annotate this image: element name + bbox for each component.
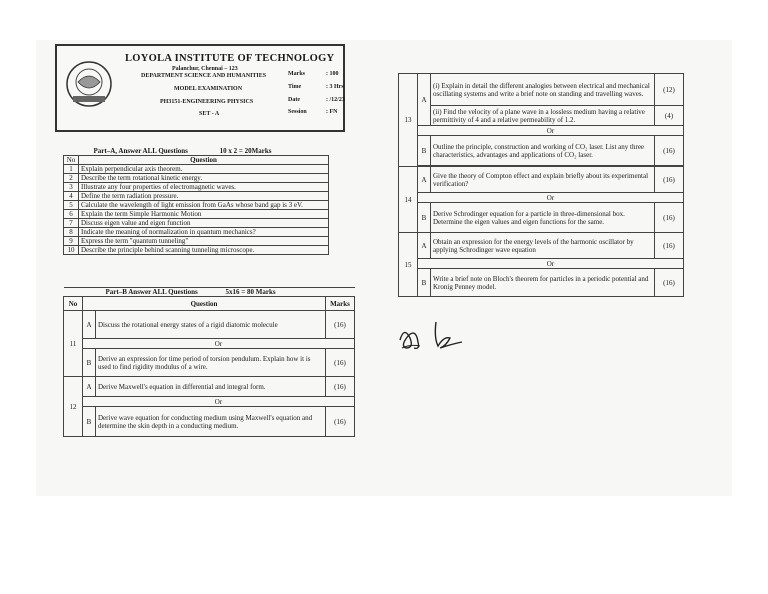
question-marks: (16)	[655, 203, 684, 233]
table-row	[64, 192, 329, 201]
question-number: 4	[64, 192, 79, 201]
question-number: 11	[64, 311, 83, 377]
institute-name: LOYOLA INSTITUTE OF TECHNOLOGY	[125, 53, 335, 64]
option-label: B	[418, 203, 431, 233]
institute-address: Palanchur, Chennai – 123	[172, 66, 238, 72]
question-number: 2	[64, 174, 79, 183]
question-number: 13	[399, 74, 418, 167]
exam-name: MODEL EXAMINATION	[174, 86, 243, 92]
option-label: A	[83, 377, 96, 397]
or-divider: Or	[418, 126, 684, 136]
question-text: Explain perpendicular axis theorem.	[79, 165, 329, 174]
question-text: Explain the term Simple Harmonic Motion	[79, 210, 329, 219]
subject-name: PH3151-ENGINEERING PHYSICS	[160, 99, 254, 105]
question-text: Describe the term rotational kinetic energy.	[79, 174, 329, 183]
question-marks: (16)	[326, 377, 355, 397]
option-label: B	[418, 269, 431, 297]
or-divider: Or	[83, 397, 355, 407]
question-text: (i) Explain in detail the different analogies between electrical and mechanical oscillating systems and write a brief note on standing and travelling waves.	[431, 74, 655, 106]
question-text: Calculate the wavelength of light emission from GaAs whose band gap is 3 eV.	[79, 201, 329, 210]
meta-label: Session	[288, 109, 307, 115]
column-header-no: No	[64, 297, 83, 311]
meta-label: Date	[288, 97, 300, 103]
option-label: B	[418, 136, 431, 166]
question-marks: (4)	[655, 106, 684, 126]
or-divider: Or	[418, 259, 684, 269]
meta-label: Time	[288, 84, 302, 90]
part-b-continued-table	[398, 73, 684, 297]
column-header-marks: Marks	[326, 297, 355, 311]
question-text: Derive Maxwell's equation in differential and integral form.	[96, 377, 326, 397]
table-row	[64, 201, 329, 210]
meta-value: : /12/23	[326, 97, 345, 103]
option-label: A	[418, 233, 431, 259]
question-number: 7	[64, 219, 79, 228]
question-number: 8	[64, 228, 79, 237]
meta-value: : 100	[326, 71, 339, 77]
question-text: Define the term radiation pressure.	[79, 192, 329, 201]
option-label: A	[83, 311, 96, 339]
part-b-table	[63, 287, 355, 437]
meta-value: : 3 Hrs	[326, 84, 344, 90]
or-divider: Or	[83, 339, 355, 349]
question-text: Obtain an expression for the energy levels of the harmonic oscillator by applying Schrodinger wave equation	[431, 233, 655, 259]
table-row	[64, 237, 329, 246]
department-name: DEPARTMENT SCIENCE AND HUMANITIES	[141, 73, 267, 79]
column-header-question: Question	[79, 156, 329, 165]
question-text: Give the theory of Compton effect and explain briefly about its experimental verification?	[431, 167, 655, 193]
question-text: Derive Schrodinger equation for a particle in three-dimensional box. Determine the eigen values and eigen functions for the same.	[431, 203, 655, 233]
option-label: B	[83, 349, 96, 377]
question-marks: (16)	[655, 136, 684, 166]
question-marks: (16)	[655, 167, 684, 193]
table-row	[64, 183, 329, 192]
question-text: Outline the principle, construction and working of CO₂ laser. List any three characteristics, advantages and applications of CO₂ laser.	[431, 136, 655, 166]
question-marks: (16)	[655, 269, 684, 297]
question-number: 3	[64, 183, 79, 192]
column-header-question: Question	[83, 297, 326, 311]
part-a-title: Part–A, Answer ALL Questions	[93, 147, 188, 155]
table-row	[64, 210, 329, 219]
question-marks: (12)	[655, 74, 684, 106]
question-text: Discuss the rotational energy states of a rigid diatomic molecule	[96, 311, 326, 339]
question-number: 9	[64, 237, 79, 246]
part-b-title: Part–B Answer ALL Questions	[105, 288, 198, 296]
part-a-marks: 10 x 2 = 20Marks	[219, 147, 272, 155]
question-marks: (16)	[326, 407, 355, 437]
question-number: 12	[64, 377, 83, 437]
question-number: 15	[399, 233, 418, 297]
set-label: SET - A	[199, 111, 220, 117]
question-text: Express the term "quantum tunneling"	[79, 237, 329, 246]
meta-value: : FN	[326, 109, 338, 115]
column-header-no: No	[64, 156, 79, 165]
option-label: A	[418, 167, 431, 193]
option-label: B	[83, 407, 96, 437]
part-b-marks: 5x16 = 80 Marks	[225, 288, 276, 296]
question-text: Write a brief note on Bloch's theorem for particles in a periodic potential and Kronig Penney model.	[431, 269, 655, 297]
question-text: Derive wave equation for conducting medium using Maxwell's equation and determine the skin depth in a conducting medium.	[96, 407, 326, 437]
question-number: 6	[64, 210, 79, 219]
handwritten-signature	[396, 318, 476, 358]
institute-logo-icon	[63, 58, 115, 110]
question-text: (ii) Find the velocity of a plane wave in a lossless medium having a relative permittivity of 4 and a relative permeability of 1.2.	[431, 106, 655, 126]
question-text: Indicate the meaning of normalization in quantum mechanics?	[79, 228, 329, 237]
question-text: Describe the principle behind scanning tunneling microscope.	[79, 246, 329, 255]
question-marks: (16)	[326, 311, 355, 339]
question-number: 14	[399, 167, 418, 233]
meta-label: Marks	[288, 71, 305, 77]
table-row	[64, 165, 329, 174]
question-number: 1	[64, 165, 79, 174]
question-text: Discuss eigen value and eigen function	[79, 219, 329, 228]
table-row	[64, 228, 329, 237]
question-number: 10	[64, 246, 79, 255]
table-row	[64, 246, 329, 255]
table-row	[64, 174, 329, 183]
question-marks: (16)	[655, 233, 684, 259]
option-label: A	[418, 74, 431, 126]
question-number: 5	[64, 201, 79, 210]
or-divider: Or	[418, 193, 684, 203]
question-text: Derive an expression for time period of torsion pendulum. Explain how it is used to find rigidity modulus of a wire.	[96, 349, 326, 377]
question-text: Illustrate any four properties of electromagnetic waves.	[79, 183, 329, 192]
part-a-table	[63, 147, 329, 255]
table-row	[64, 219, 329, 228]
question-marks: (16)	[326, 349, 355, 377]
